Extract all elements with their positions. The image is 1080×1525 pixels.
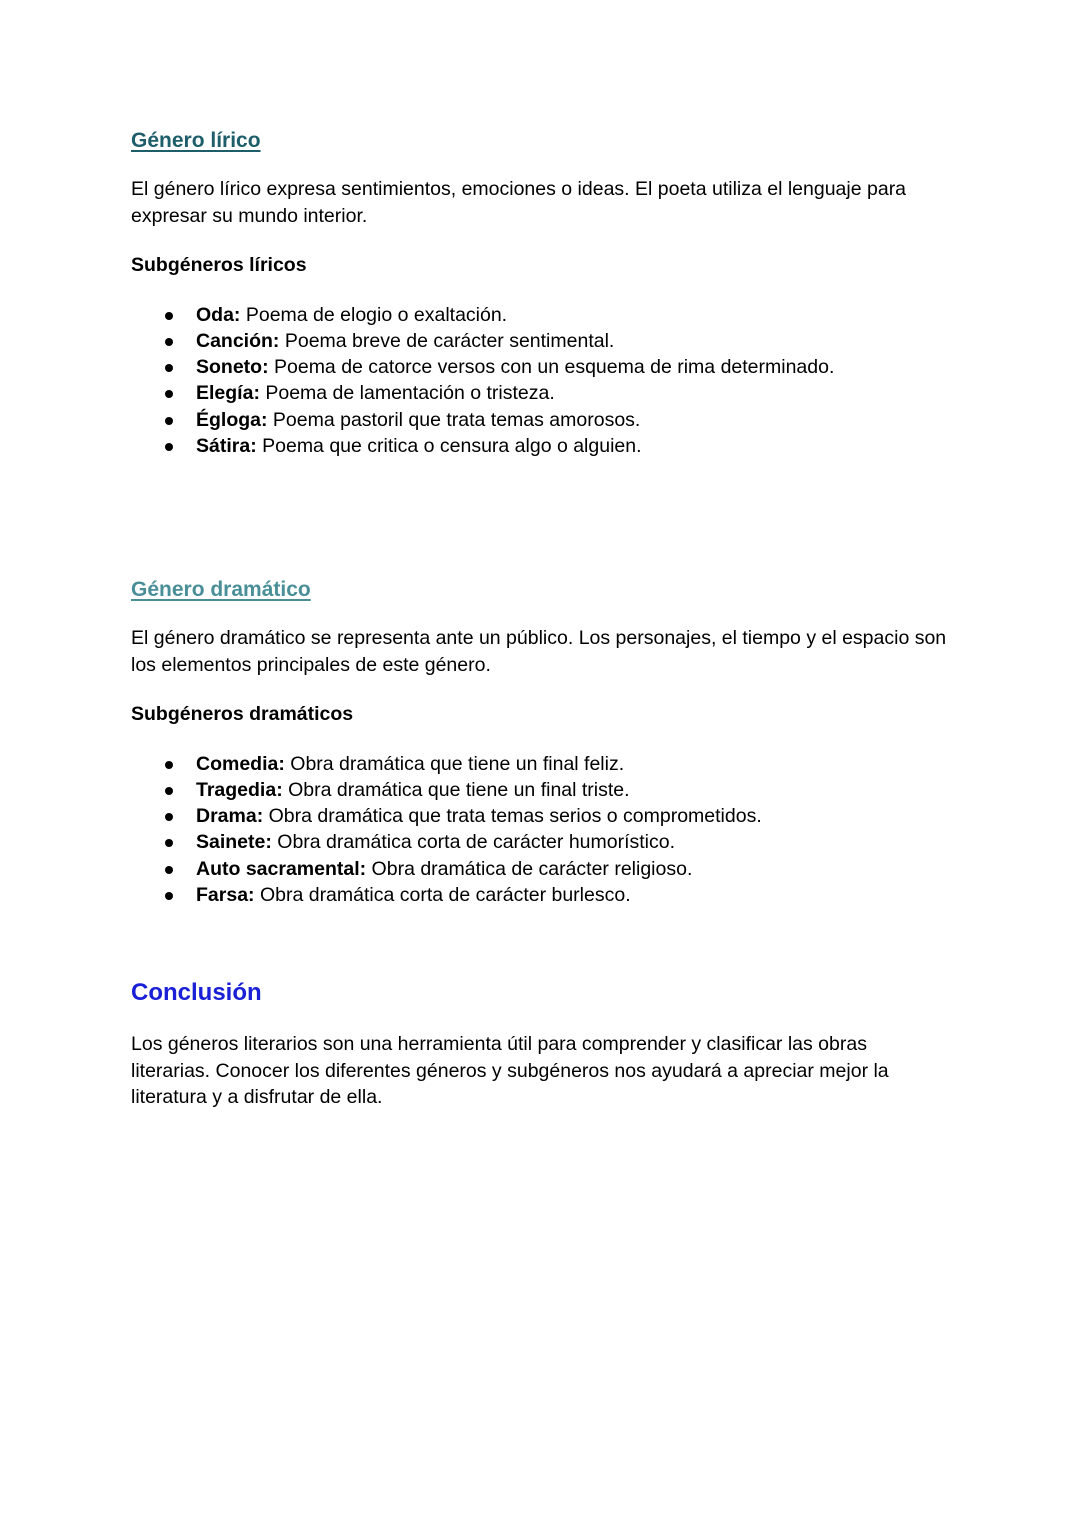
- bullet-icon: [165, 364, 173, 372]
- bullet-icon: [165, 338, 173, 346]
- list-item: [131, 803, 951, 829]
- list-item: [131, 433, 951, 459]
- list-item-term: Sainete:: [196, 831, 272, 854]
- bullet-icon: [165, 866, 173, 874]
- list-item-description: Poema de catorce versos con un esquema de rima determinado.: [268, 356, 835, 379]
- paragraph-genero-lirico: El género lírico expresa sentimientos, emociones o ideas. El poeta utiliza el lenguaje para expresar su mundo interior.: [131, 178, 907, 227]
- list-item-term: Tragedia:: [196, 778, 283, 801]
- list-item-description: Obra dramática que tiene un final triste.: [282, 778, 630, 801]
- bullet-icon: [165, 892, 173, 900]
- bullet-icon: [165, 390, 173, 398]
- subheading-subgeneros-liricos: Subgéneros líricos: [131, 254, 307, 276]
- list-item: [131, 829, 951, 855]
- list-item-term: Comedia:: [196, 752, 285, 775]
- list-item-term: Auto sacramental:: [196, 857, 367, 880]
- list-item-description: Obra dramática corta de carácter burlesco.: [254, 883, 631, 906]
- bullet-icon: [165, 761, 173, 769]
- list-item-term: Drama:: [196, 805, 264, 828]
- section-genero-lirico: [131, 126, 951, 459]
- bullet-icon: [165, 813, 173, 821]
- list-item: [131, 354, 951, 380]
- list-item-description: Poema pastoril que trata temas amorosos.: [267, 408, 641, 431]
- list-item: [131, 751, 951, 777]
- heading-conclusion: Conclusión: [131, 979, 262, 1006]
- list-item-description: Obra dramática de carácter religioso.: [366, 857, 693, 880]
- list-item-description: Obra dramática que tiene un final feliz.: [284, 752, 625, 775]
- list-item: [131, 302, 951, 328]
- heading-genero-dramatico: Género dramático: [131, 578, 311, 601]
- list-item-term: Canción:: [196, 329, 280, 352]
- list-item: [131, 380, 951, 406]
- list-subgeneros-dramaticos: [131, 751, 951, 909]
- list-item-term: Égloga:: [196, 408, 268, 431]
- list-item-description: Poema de elogio o exaltación.: [240, 303, 508, 326]
- list-item-term: Elegía:: [196, 382, 260, 405]
- bullet-icon: [165, 839, 173, 847]
- list-item-term: Oda:: [196, 303, 241, 326]
- list-item-description: Obra dramática que trata temas serios o comprometidos.: [263, 805, 762, 828]
- list-item: [131, 777, 951, 803]
- heading-genero-lirico: Género lírico: [131, 129, 261, 152]
- list-item-term: Farsa:: [196, 883, 255, 906]
- bullet-icon: [165, 443, 173, 451]
- list-item-description: Obra dramática corta de carácter humorístico.: [271, 831, 676, 854]
- list-item: [131, 407, 951, 433]
- paragraph-genero-dramatico: El género dramático se representa ante un público. Los personajes, el tiempo y el espacio son los elementos principales de este género.: [131, 627, 947, 676]
- bullet-icon: [165, 787, 173, 795]
- paragraph-conclusion: Los géneros literarios son una herramienta útil para comprender y clasificar las obras literarias. Conocer los diferentes géneros y subgéneros nos ayudará a apreciar mejor la literatura y a disfrutar de ella.: [131, 1033, 889, 1108]
- list-item-term: Soneto:: [196, 356, 269, 379]
- list-item-description: Poema de lamentación o tristeza.: [259, 382, 555, 405]
- list-item: [131, 882, 951, 908]
- list-subgeneros-liricos: [131, 302, 951, 460]
- section-conclusion: [131, 978, 951, 1111]
- subheading-subgeneros-dramaticos: Subgéneros dramáticos: [131, 703, 354, 725]
- bullet-icon: [165, 417, 173, 425]
- list-item-term: Sátira:: [196, 434, 257, 457]
- list-item: [131, 856, 951, 882]
- bullet-icon: [165, 312, 173, 320]
- list-item-description: Poema breve de carácter sentimental.: [279, 329, 615, 352]
- list-item-description: Poema que critica o censura algo o alguien.: [256, 434, 642, 457]
- list-item: [131, 328, 951, 354]
- section-genero-dramatico: [131, 575, 951, 908]
